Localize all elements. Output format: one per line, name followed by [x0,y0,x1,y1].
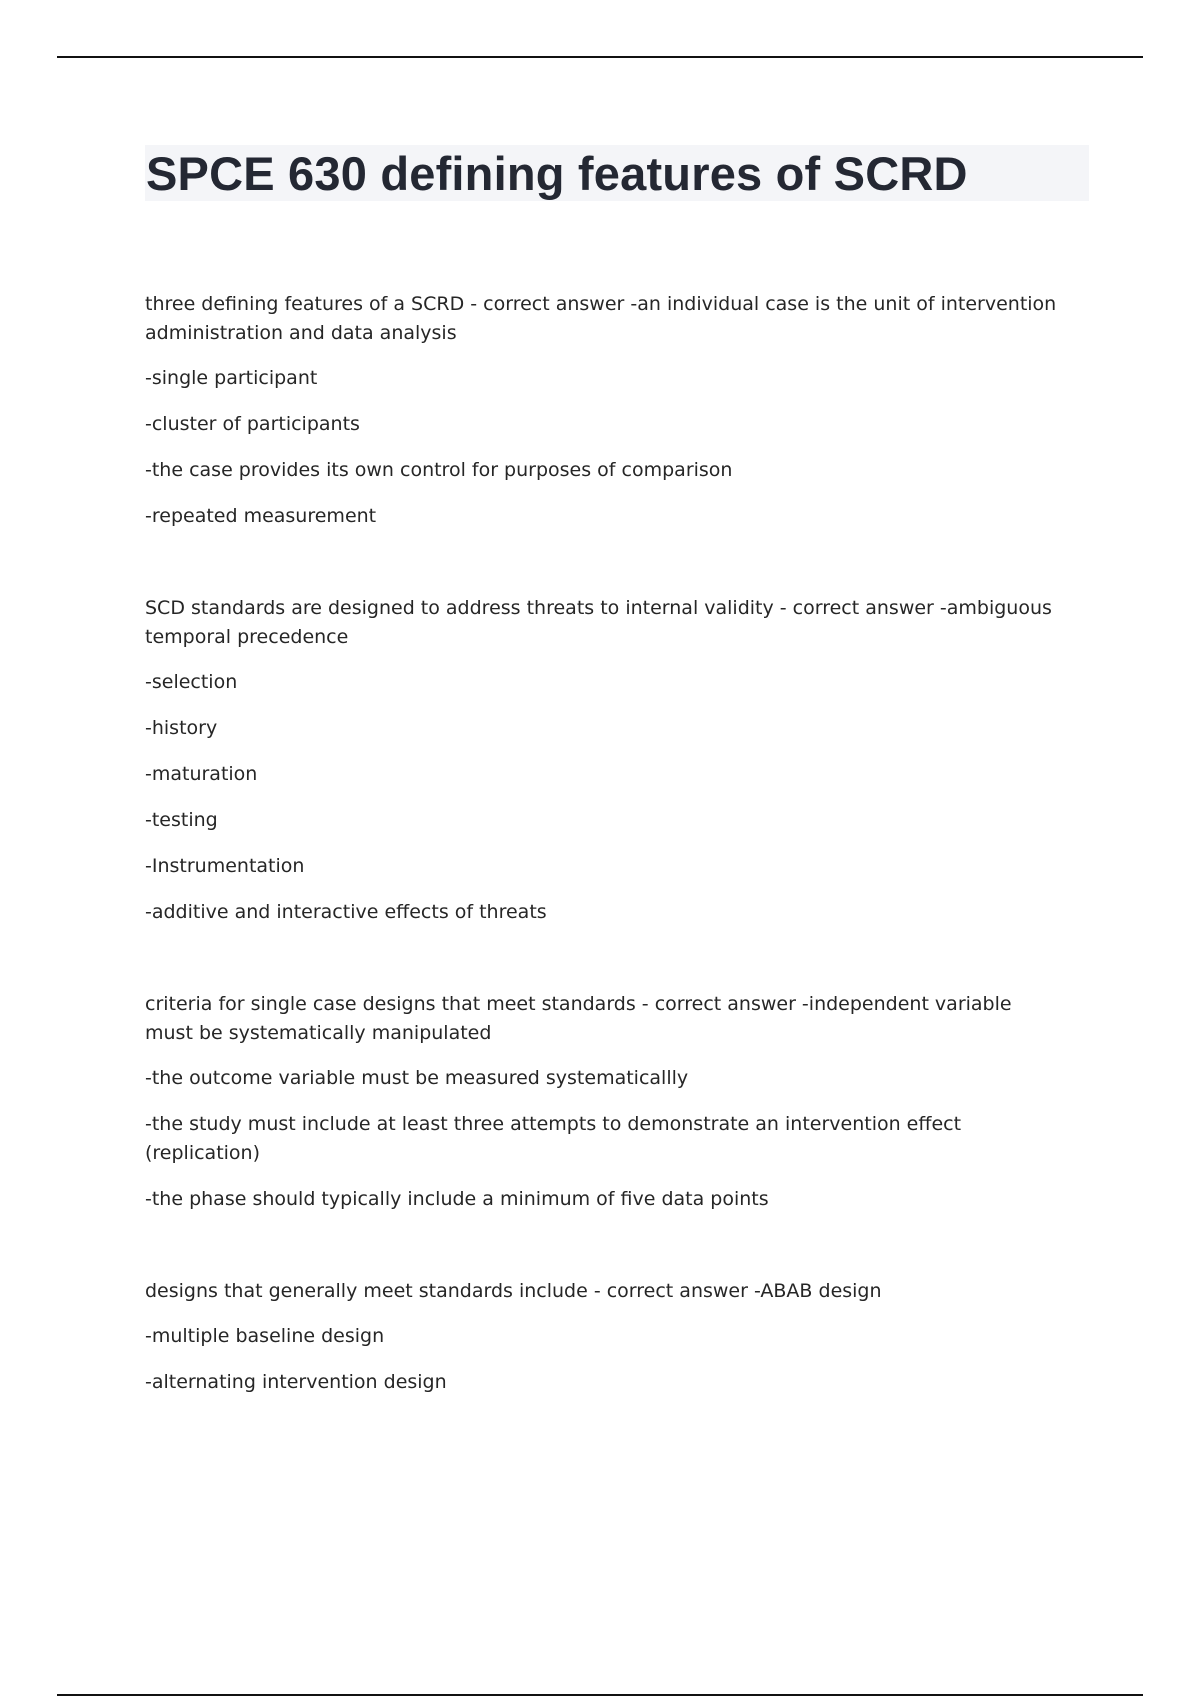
answer-item: -selection [145,671,238,693]
page-title: SPCE 630 defining features of SCRD [146,147,968,200]
answer-item: -maturation [145,763,258,785]
answer-item: -testing [145,809,218,831]
question-text: criteria for single case designs that meet standards - correct answer -independent variable must be systematically manipulated [145,993,1012,1044]
answer-item: -alternating intervention design [145,1371,447,1393]
answer-item: -history [145,717,218,739]
qa-block [145,594,1065,927]
bottom-rule [57,1694,1143,1696]
qa-block [145,990,1065,1214]
answer-item: -the phase should typically include a minimum of five data points [145,1188,769,1210]
question-text: three defining features of a SCRD - correct answer -an individual case is the unit of intervention administration and data analysis [145,293,1057,344]
answer-item: -the case provides its own control for purposes of comparison [145,459,733,481]
top-rule [57,56,1143,58]
answer-item: -additive and interactive effects of threats [145,901,547,923]
answer-item: -cluster of participants [145,413,360,435]
question-text: designs that generally meet standards include - correct answer -ABAB design [145,1280,882,1302]
answer-item: -Instrumentation [145,855,305,877]
answer-item: -multiple baseline design [145,1325,385,1347]
document-body [145,290,1065,1460]
qa-block [145,1277,1065,1397]
answer-item: -the study must include at least three attempts to demonstrate an intervention effect (replication) [145,1113,962,1164]
qa-block [145,290,1065,531]
answer-item: -repeated measurement [145,505,377,527]
answer-item: -single participant [145,367,318,389]
question-text: SCD standards are designed to address threats to internal validity - correct answer -ambiguous temporal precedence [145,597,1052,648]
answer-item: -the outcome variable must be measured systematicallly [145,1067,689,1089]
